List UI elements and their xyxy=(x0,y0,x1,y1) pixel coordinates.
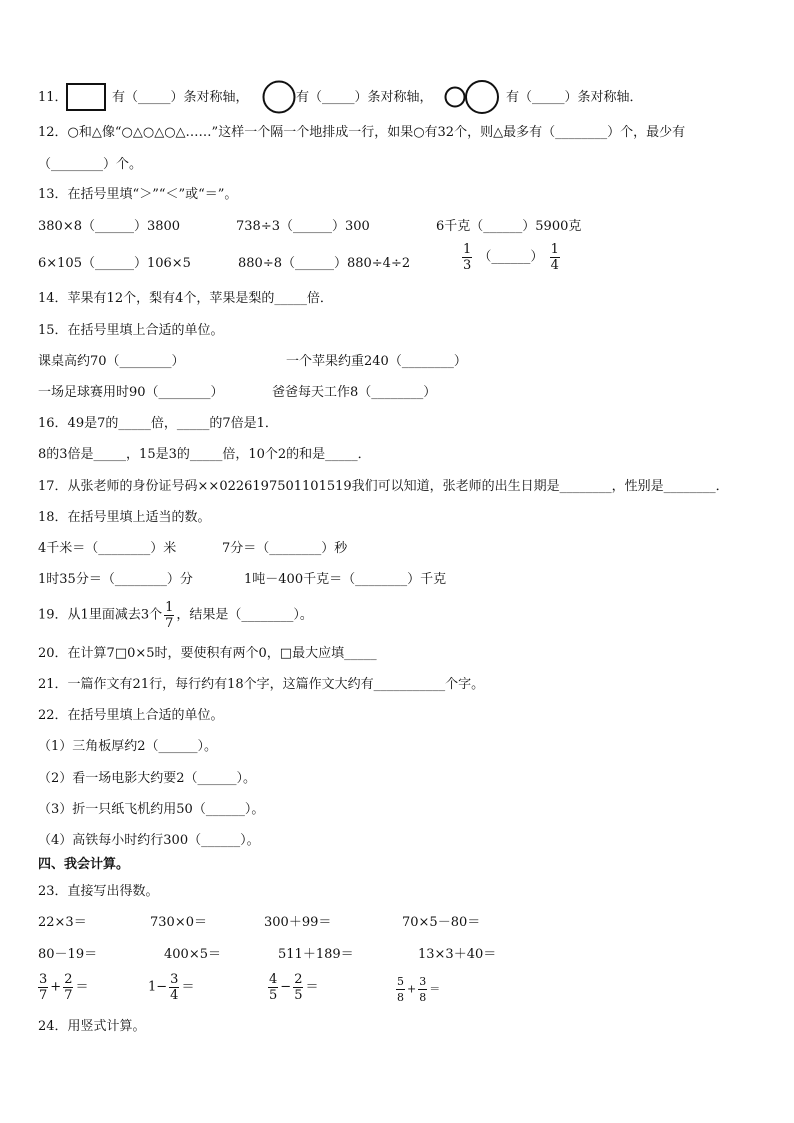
q18-item-4: 1吨－400千克＝（________）千克 xyxy=(244,572,447,587)
q15-title: 15．在括号里填上合适的单位。 xyxy=(38,323,224,338)
q12-line1: 12．○和△像“○△○△○△……”这样一个隔一个地排成一行，如果○有32个，则△最多有（________）个，最少有 xyxy=(38,125,686,140)
q21: 21．一篇作文有21行，每行约有18个字，这篇作文大约有___________个字。 xyxy=(38,677,485,692)
section-heading: 四、我会计算。 xyxy=(38,857,130,872)
q15-item-1: 课桌高约70（________） xyxy=(38,354,185,369)
q23-r2-c: 511＋189＝ xyxy=(278,947,354,962)
circle-shape xyxy=(262,80,296,114)
q23-frac-expr-1: $\frac{3}{7}$ + $\frac{2}{7}$ ＝ xyxy=(39,972,89,1003)
q13-fraction-compare: $\frac{1}{3}$ （______） $\frac{1}{4}$ xyxy=(463,242,559,273)
q20: 20．在计算7□0×5时，要使积有两个0，□最大应填_____ xyxy=(38,646,377,661)
q22-item-3: （3）折一只纸飞机约用50（______）。 xyxy=(38,802,265,817)
q22-item-1: （1）三角板厚约2（______）。 xyxy=(38,739,218,754)
q15-item-4: 爸爸每天工作8（________） xyxy=(272,385,437,400)
q23-frac-expr-2: 1− $\frac{3}{4}$ ＝ xyxy=(148,972,195,1003)
q19: 19．从1里面减去3个 $\frac{1}{7}$ ，结果是（________）。 xyxy=(38,600,313,631)
q23-frac-expr-4: $\frac{5}{8}$ + $\frac{3}{8}$ ＝ xyxy=(397,975,441,1004)
q23-r1-c: 300＋99＝ xyxy=(264,915,332,930)
q18-title: 18．在括号里填上适当的数。 xyxy=(38,510,211,525)
q13-r1-c: 6千克（______）5900克 xyxy=(436,219,582,234)
q24: 24．用竖式计算。 xyxy=(38,1019,146,1034)
q23-r2-a: 80－19＝ xyxy=(38,947,98,962)
q16-line1: 16．49是7的_____倍，_____的7倍是1． xyxy=(38,416,278,431)
q13-r2-b: 880÷8（______）880÷4÷2 xyxy=(238,256,411,271)
q23-r1-a: 22×3＝ xyxy=(38,915,87,930)
q23-r2-d: 13×3＋40＝ xyxy=(418,947,497,962)
q11-number: 11． xyxy=(38,90,68,105)
q22-title: 22．在括号里填上合适的单位。 xyxy=(38,708,224,723)
q18-item-3: 1时35分＝（________）分 xyxy=(38,572,193,587)
q23-title: 23．直接写出得数。 xyxy=(38,884,159,899)
q17: 17．从张老师的身份证号码××0226197501101519我们可以知道，张老师的出生日期是________，性别是________． xyxy=(38,479,729,494)
q18-item-1: 4千米＝（________）米 xyxy=(38,541,177,556)
q23-r2-b: 400×5＝ xyxy=(164,947,221,962)
q22-item-4: （4）高铁每小时约行300（______）。 xyxy=(38,833,260,848)
q15-item-2: 一个苹果约重240（________） xyxy=(286,354,467,369)
q18-item-2: 7分＝（________）秒 xyxy=(222,541,348,556)
q13-r2-a: 6×105（______）106×5 xyxy=(38,256,191,271)
q13-title: 13．在括号里填“＞”“＜”或“＝”。 xyxy=(38,187,238,202)
q14: 14．苹果有12个，梨有4个，苹果是梨的_____倍． xyxy=(38,291,333,306)
q11-text-3: 有（_____）条对称轴． xyxy=(506,90,643,105)
q12-line2: （________）个。 xyxy=(38,157,143,172)
fraction: $\frac{1}{4}$ xyxy=(550,242,559,273)
rectangle-shape xyxy=(66,83,106,111)
q15-item-3: 一场足球赛用时90（________） xyxy=(38,385,224,400)
q11-text-1: 有（_____）条对称轴， xyxy=(112,90,249,105)
q16-line2: 8的3倍是_____，15是3的_____倍，10个2的和是_____． xyxy=(38,447,371,462)
q11-text-2: 有（_____）条对称轴， xyxy=(296,90,433,105)
fraction: $\frac{1}{7}$ xyxy=(165,600,174,631)
q13-r1-b: 738÷3（______）300 xyxy=(236,219,370,234)
q23-r1-d: 70×5－80＝ xyxy=(402,915,481,930)
q13-r1-a: 380×8（______）3800 xyxy=(38,219,181,234)
fraction: $\frac{1}{3}$ xyxy=(463,242,472,273)
q23-r1-b: 730×0＝ xyxy=(150,915,207,930)
q23-frac-expr-3: $\frac{4}{5}$ − $\frac{2}{5}$ ＝ xyxy=(269,972,319,1003)
two-circles-shape xyxy=(443,79,501,115)
q22-item-2: （2）看一场电影大约要2（______）。 xyxy=(38,771,257,786)
